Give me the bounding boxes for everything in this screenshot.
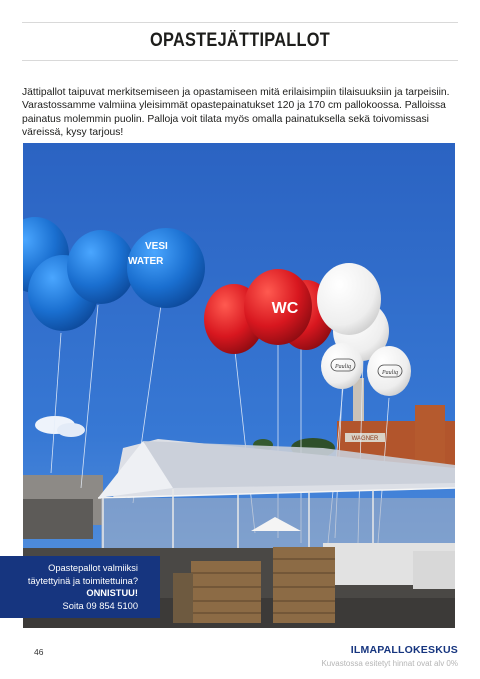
title-divider [22, 60, 458, 61]
price-note: Kuvastossa esitetyt hinnat ovat alv 0% [321, 659, 458, 668]
balloon-label: VESI [145, 241, 168, 252]
top-divider [22, 22, 458, 23]
balloon-label: Pauliq [335, 364, 351, 370]
balloon-label: WC [271, 300, 299, 317]
promo-line: Opastepallot valmiiksi [48, 563, 138, 573]
promo-highlight: ONNISTUU! [86, 588, 138, 599]
building-sign: WAGNER [351, 436, 379, 442]
promo-box [0, 556, 160, 618]
page-number: 46 [34, 647, 44, 657]
balloon-label: WATER [128, 256, 164, 267]
page-title: OPASTEJÄTTIPALLOT [150, 30, 330, 51]
brand-logo: ILMAPALLOKESKUS [350, 644, 458, 656]
intro-paragraph: Jättipallot taipuvat merkitsemiseen ja opastamiseen mitä erilaisimpiin tilaisuuksiin ja tarpeisiin. Varastossamme valmiina yleisimmät opastepainatukset 120 ja 170 cm pallokoossa. Palloissa painatus molemmin puolin. Palloja voit tilata myös omalla painatuksella sekä toivomissasi väreissä, kysy tarjous! [22, 87, 450, 138]
balloon-label: Pauliq [382, 370, 398, 376]
promo-line: täytettyinä ja toimitettuina? [27, 575, 138, 586]
promo-phone: Soita 09 854 5100 [62, 600, 138, 611]
